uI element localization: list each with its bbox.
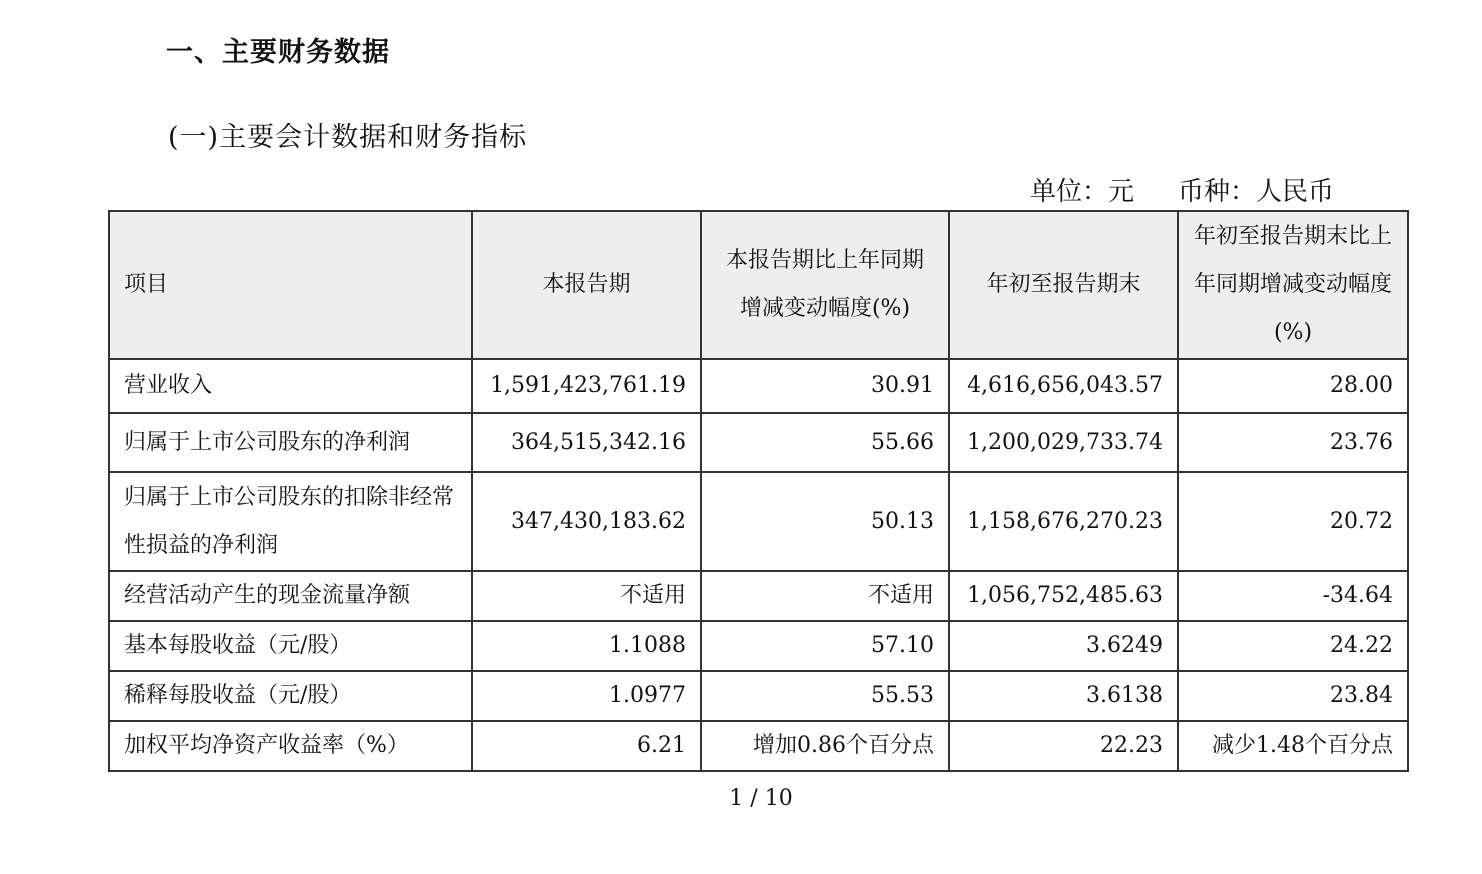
cell-current-period-change: 增加0.86个百分点 bbox=[701, 721, 949, 771]
cell-current-period-change: 不适用 bbox=[701, 571, 949, 621]
row-label: 经营活动产生的现金流量净额 bbox=[109, 571, 472, 621]
row-label: 基本每股收益（元/股） bbox=[109, 621, 472, 671]
cell-current-period: 364,515,342.16 bbox=[472, 413, 701, 472]
table-header-row bbox=[109, 211, 1408, 359]
cell-year-to-date-change: 24.22 bbox=[1178, 621, 1408, 671]
row-label: 归属于上市公司股东的净利润 bbox=[109, 413, 472, 472]
cell-year-to-date-change: 23.76 bbox=[1178, 413, 1408, 472]
cell-current-period: 1.1088 bbox=[472, 621, 701, 671]
section-title: 一、主要财务数据 bbox=[166, 37, 390, 68]
cell-current-period-change: 57.10 bbox=[701, 621, 949, 671]
table-row bbox=[109, 671, 1408, 721]
currency-label: 币种：人民币 bbox=[1178, 177, 1335, 207]
column-header-year-to-date: 年初至报告期末 bbox=[949, 211, 1178, 359]
unit-line bbox=[1030, 171, 1334, 208]
page-number: 1 / 10 bbox=[729, 786, 793, 811]
cell-year-to-date-change: 28.00 bbox=[1178, 359, 1408, 413]
column-header-current-period-change: 本报告期比上年同期增减变动幅度(%) bbox=[701, 211, 949, 359]
cell-year-to-date: 1,158,676,270.23 bbox=[949, 472, 1178, 571]
column-header-year-to-date-change: 年初至报告期末比上年同期增减变动幅度(%) bbox=[1178, 211, 1408, 359]
table-row bbox=[109, 413, 1408, 472]
cell-current-period: 347,430,183.62 bbox=[472, 472, 701, 571]
cell-year-to-date-change: 20.72 bbox=[1178, 472, 1408, 571]
cell-year-to-date: 3.6249 bbox=[949, 621, 1178, 671]
cell-current-period: 6.21 bbox=[472, 721, 701, 771]
cell-current-period-change: 30.91 bbox=[701, 359, 949, 413]
cell-current-period: 1,591,423,761.19 bbox=[472, 359, 701, 413]
table-row bbox=[109, 359, 1408, 413]
cell-current-period-change: 50.13 bbox=[701, 472, 949, 571]
cell-current-period-change: 55.53 bbox=[701, 671, 949, 721]
cell-year-to-date-change: 减少1.48个百分点 bbox=[1178, 721, 1408, 771]
row-label: 稀释每股收益（元/股） bbox=[109, 671, 472, 721]
financial-data-table bbox=[108, 210, 1409, 772]
cell-year-to-date-change: -34.64 bbox=[1178, 571, 1408, 621]
cell-year-to-date: 1,200,029,733.74 bbox=[949, 413, 1178, 472]
cell-year-to-date: 22.23 bbox=[949, 721, 1178, 771]
table-row bbox=[109, 721, 1408, 771]
cell-year-to-date: 4,616,656,043.57 bbox=[949, 359, 1178, 413]
unit-label: 单位：元 bbox=[1030, 177, 1135, 207]
cell-year-to-date: 1,056,752,485.63 bbox=[949, 571, 1178, 621]
subsection-title: (一)主要会计数据和财务指标 bbox=[168, 122, 528, 153]
cell-current-period: 1.0977 bbox=[472, 671, 701, 721]
table-row bbox=[109, 621, 1408, 671]
column-header-current-period: 本报告期 bbox=[472, 211, 701, 359]
row-label: 归属于上市公司股东的扣除非经常性损益的净利润 bbox=[109, 472, 472, 571]
table-row bbox=[109, 571, 1408, 621]
cell-year-to-date: 3.6138 bbox=[949, 671, 1178, 721]
row-label: 营业收入 bbox=[109, 359, 472, 413]
row-label: 加权平均净资产收益率（%） bbox=[109, 721, 472, 771]
cell-current-period: 不适用 bbox=[472, 571, 701, 621]
cell-current-period-change: 55.66 bbox=[701, 413, 949, 472]
column-header-item: 项目 bbox=[109, 211, 472, 359]
table-row bbox=[109, 472, 1408, 571]
cell-year-to-date-change: 23.84 bbox=[1178, 671, 1408, 721]
